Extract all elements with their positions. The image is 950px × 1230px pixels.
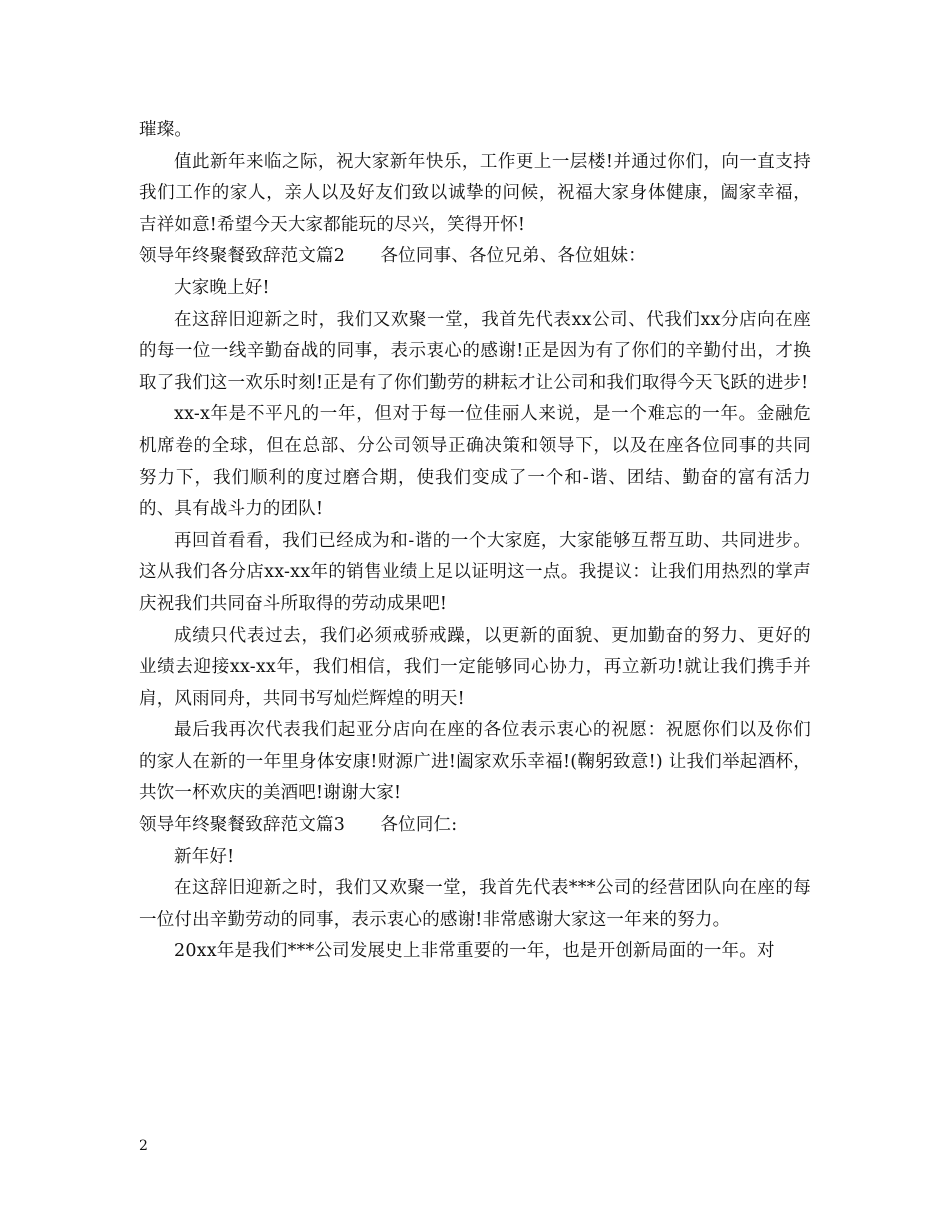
section-heading-speech-2: 领导年终聚餐致辞范文篇2 各位同事、各位兄弟、各位姐妹：	[139, 246, 646, 267]
section-heading-speech-3: 领导年终聚餐致辞范文篇3 各位同仁:	[139, 815, 458, 836]
paragraph-looking-back: 再回首看看，我们已经成为和-谐的一个大家庭，大家能够互帮互助、共同进步。这从我们各分店xx-xx年的销售业绩上足以证明这一点。我提议：让我们用热烈的掌声庆祝我们共同奋斗所取得的劳动成果吧!	[139, 530, 811, 614]
paragraph-closing-toast: 最后我再次代表我们起亚分店向在座的各位表示衷心的祝愿：祝愿你们以及你们的家人在新的一年里身体安康!财源广进!阖家欢乐幸福!(鞠躬致意!) 让我们举起酒杯，共饮一杯欢庆的美酒吧!谢谢大家!	[139, 720, 811, 804]
paragraph-achievements: 成绩只代表过去，我们必须戒骄戒躁，以更新的面貌、更加勤奋的努力、更好的业绩去迎接xx-xx年，我们相信，我们一定能够同心协力，再立新功!就让我们携手并肩，风雨同舟，共同书写灿烂辉煌的明天!	[139, 625, 811, 709]
paragraph-continuation: 璀璨。	[139, 120, 193, 140]
paragraph-thanks: 在这辞旧迎新之时，我们又欢聚一堂，我首先代表***公司的经营团队向在座的每一位付出辛勤劳动的同事，表示衷心的感谢!非常感谢大家这一年来的努力。	[139, 878, 811, 930]
paragraph-thanks: 在这辞旧迎新之时，我们又欢聚一堂，我首先代表xx公司、代我们xx分店向在座的每一位一线辛勤奋战的同事，表示衷心的感谢!正是因为有了你们的辛勤付出，才换取了我们这一欢乐时刻!正是有了你们勤劳的耕耘才让公司和我们取得今天飞跃的进步!	[139, 309, 811, 393]
paragraph-greeting: 大家晚上好!	[174, 277, 270, 298]
page-content	[139, 115, 811, 968]
paragraph-year-review: xx-x年是不平凡的一年，但对于每一位佳丽人来说，是一个难忘的一年。金融危机席卷的全球，但在总部、分公司领导正确决策和领导下，以及在座各位同事的共同努力下，我们顺利的度过磨合期，使我们变成了一个和-谐、团结、勤奋的富有活力的、具有战斗力的团队!	[139, 404, 811, 520]
paragraph-year-review: 20xx年是我们***公司发展史上非常重要的一年，也是开创新局面的一年。对	[174, 941, 775, 962]
paragraph-new-year-wishes: 值此新年来临之际，祝大家新年快乐，工作更上一层楼!并通过你们，向一直支持我们工作的家人，亲人以及好友们致以诚挚的问候，祝福大家身体健康，阖家幸福，吉祥如意!希望今天大家都能玩的尽兴，笑得开怀!	[139, 151, 811, 235]
page-number: 2	[139, 1138, 148, 1154]
paragraph-greeting: 新年好!	[174, 846, 235, 867]
